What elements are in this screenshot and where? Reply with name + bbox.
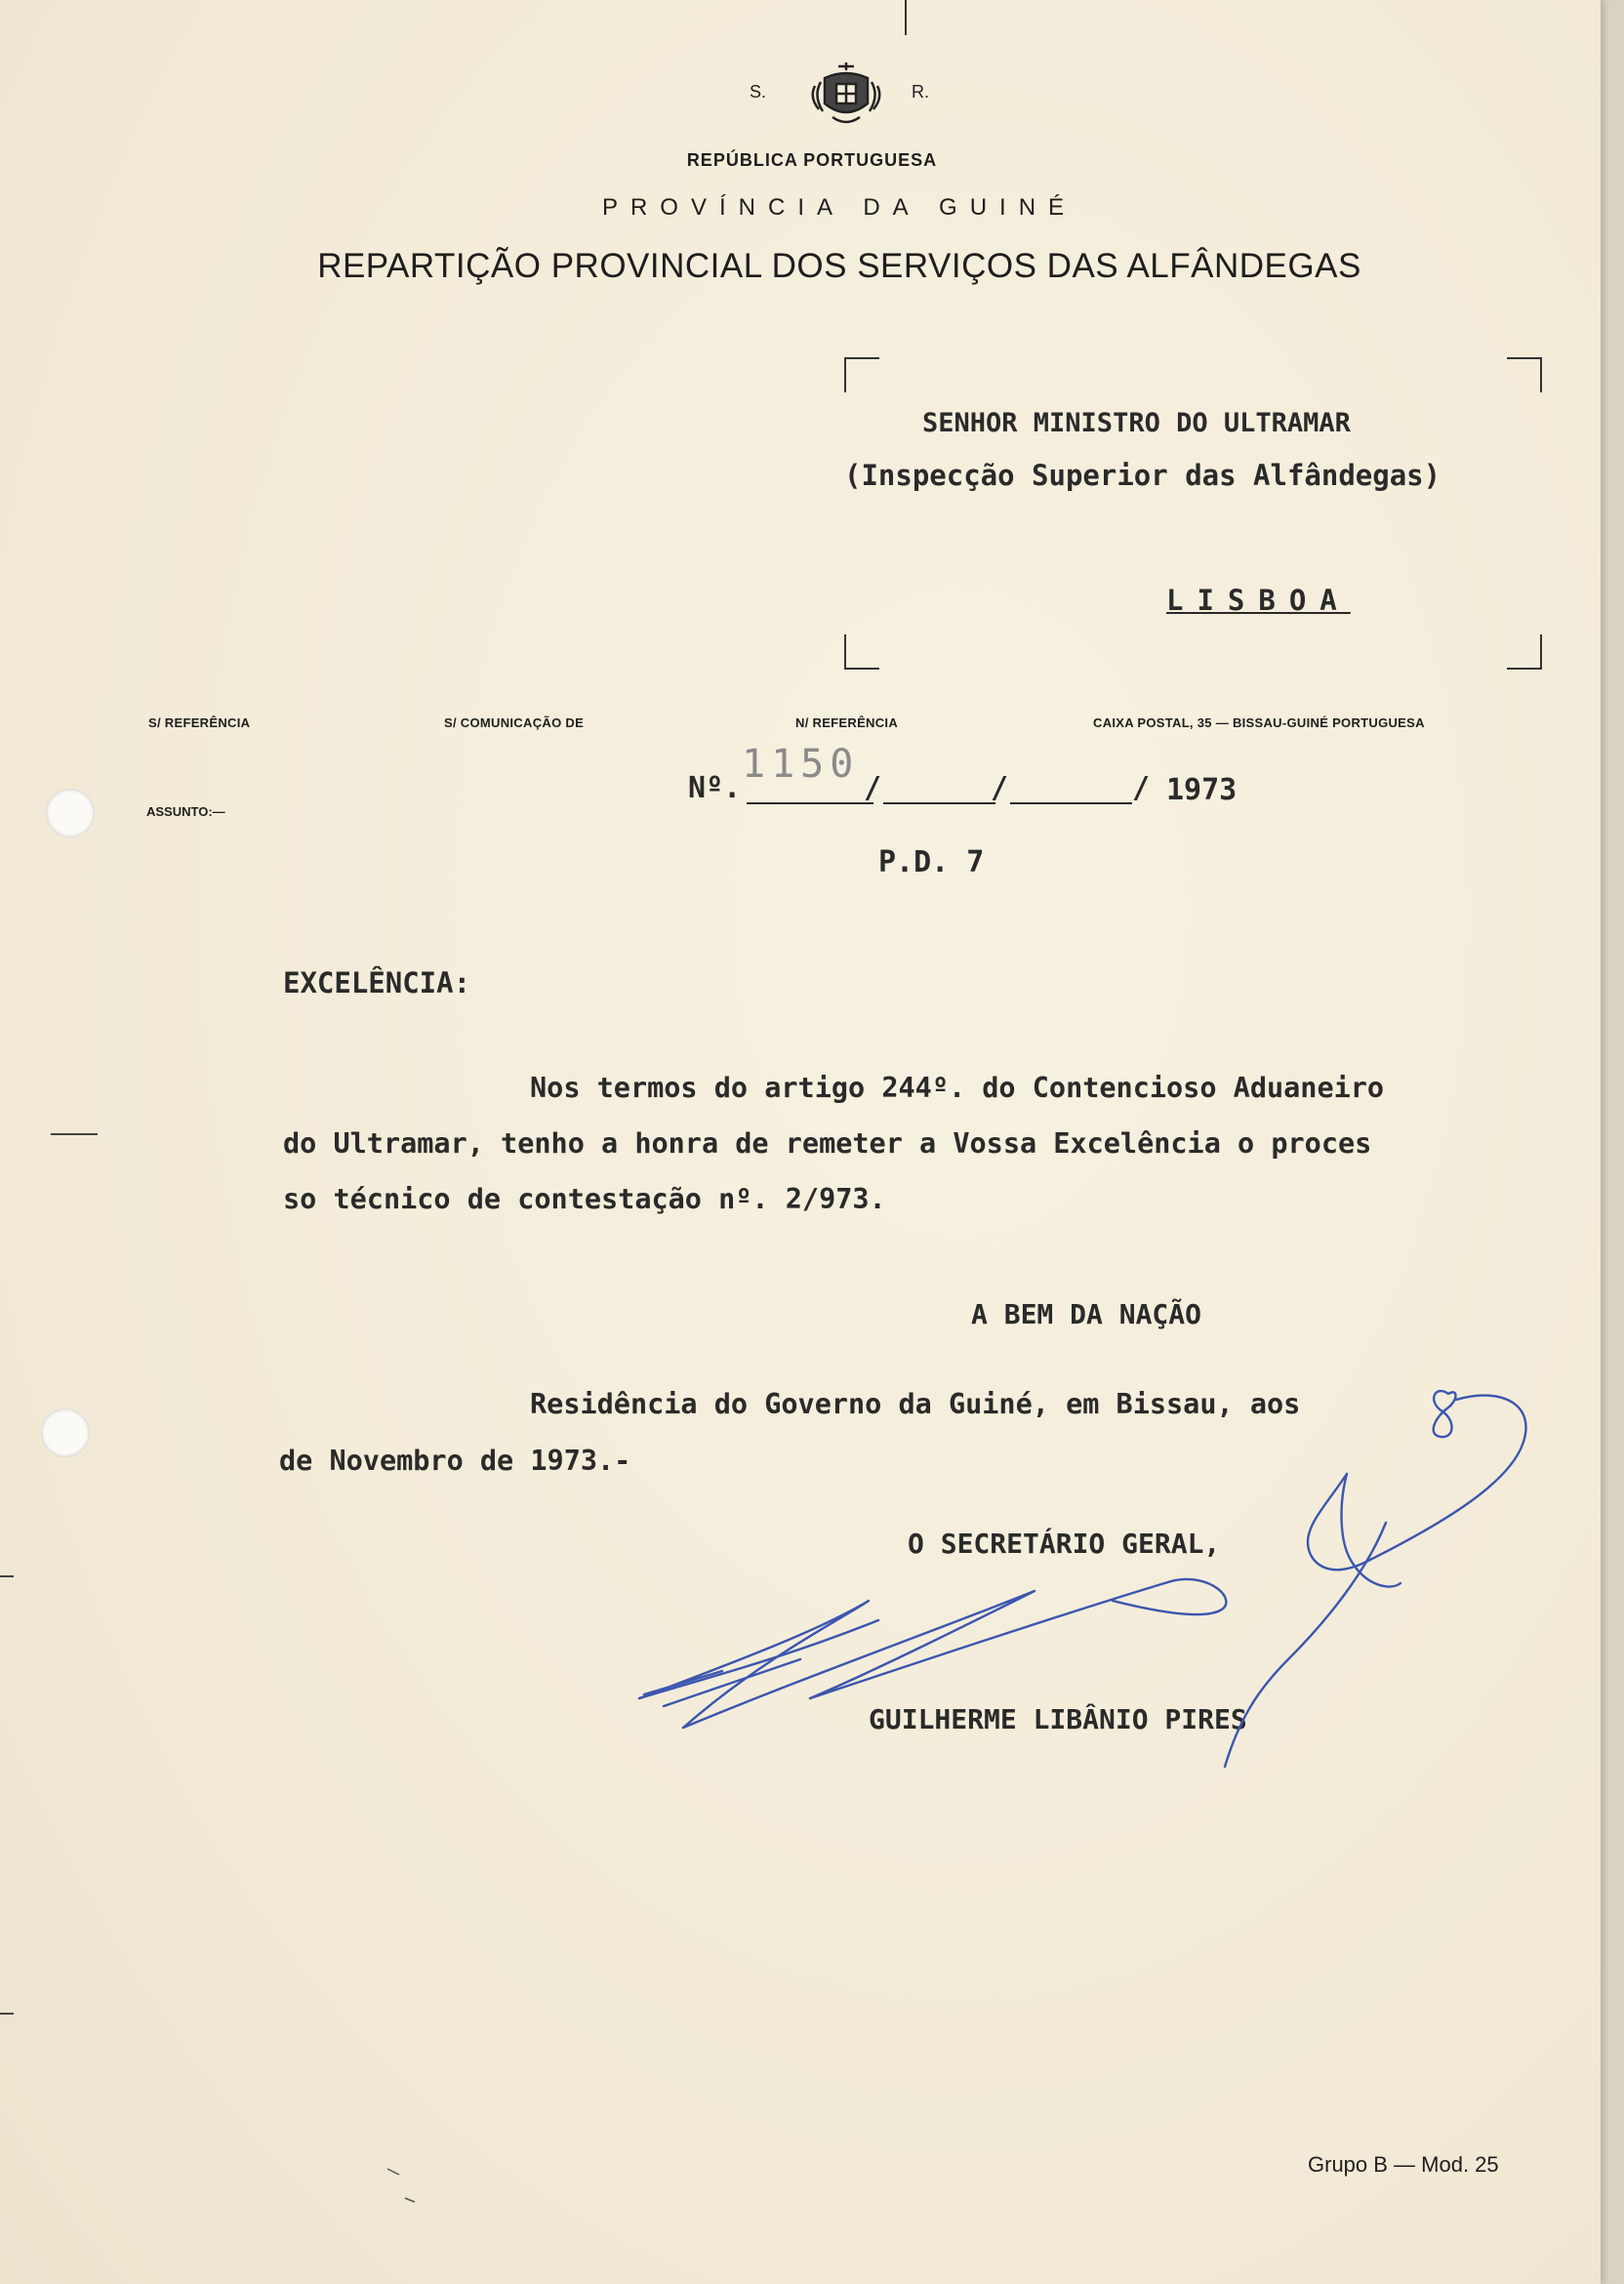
place-date-line-2: de Novembro de 1973.-	[279, 1445, 631, 1477]
provincia-heading: PROVÍNCIA DA GUINÉ	[601, 194, 1077, 221]
s-referencia-label: S/ REFERÊNCIA	[148, 715, 251, 730]
address-bracket-bottom-right	[1507, 634, 1542, 670]
form-code: Grupo B — Mod. 25	[1308, 2152, 1499, 2177]
reparticao-heading: REPARTIÇÃO PROVINCIAL DOS SERVIÇOS DAS ALFÂNDEGAS	[317, 247, 1361, 285]
numero-stamp: 1150	[742, 742, 860, 787]
numero-slash-2: /	[991, 771, 1009, 805]
top-edge-mark	[905, 0, 907, 35]
address-bracket-top-right	[1507, 357, 1542, 392]
punch-hole-top	[46, 789, 95, 837]
numero-blank-3	[1010, 802, 1132, 804]
salutation: EXCELÊNCIA:	[283, 966, 471, 999]
fold-mark	[51, 1133, 98, 1135]
address-bracket-bottom-left	[844, 634, 879, 670]
recipient-line: SENHOR MINISTRO DO ULTRAMAR	[922, 408, 1351, 438]
process-code: P.D. 7	[878, 845, 985, 879]
assunto-label: ASSUNTO:—	[146, 804, 225, 819]
numero-blank-1	[747, 802, 873, 804]
signer-name: GUILHERME LIBÂNIO PIRES	[869, 1703, 1247, 1735]
numero-label: Nº.	[688, 771, 742, 805]
signer-title: O SECRETÁRIO GERAL,	[908, 1528, 1221, 1560]
edge-mark-left-1	[0, 1575, 14, 1577]
closing-formula: A BEM DA NAÇÃO	[971, 1298, 1202, 1330]
body-line-1: Nos termos do artigo 244º. do Contencioso Aduaneiro	[530, 1072, 1385, 1104]
numero-slash-1: /	[864, 771, 882, 805]
header-r-letter: R.	[912, 82, 929, 102]
pencil-scratch	[386, 2165, 444, 2204]
body-line-2: do Ultramar, tenho a honra de remeter a Vossa Excelência o proces	[283, 1127, 1372, 1160]
edge-mark-left-2	[0, 2013, 14, 2015]
header-s-letter: S.	[750, 82, 767, 102]
body-line-3: so técnico de contestação nº. 2/973.	[283, 1183, 886, 1215]
republica-heading: REPÚBLICA PORTUGUESA	[686, 150, 938, 170]
coat-of-arms-icon	[807, 57, 885, 135]
numero-slash-3: /	[1132, 771, 1151, 805]
address-bracket-top-left	[844, 357, 879, 392]
place-date-line-1: Residência do Governo da Guiné, em Bissau, aos	[530, 1388, 1301, 1420]
numero-blank-2	[883, 802, 995, 804]
numero-year: 1973	[1166, 773, 1238, 807]
s-comunicacao-label: S/ COMUNICAÇÃO DE	[444, 715, 585, 730]
recipient-city: LISBOA	[1166, 584, 1351, 617]
recipient-department: (Inspecção Superior das Alfândegas)	[844, 459, 1441, 492]
caixa-postal-label: CAIXA POSTAL, 35 — BISSAU-GUINÉ PORTUGUESA	[1093, 715, 1425, 730]
n-referencia-label: N/ REFERÊNCIA	[795, 715, 899, 730]
punch-hole-bottom	[41, 1408, 90, 1457]
